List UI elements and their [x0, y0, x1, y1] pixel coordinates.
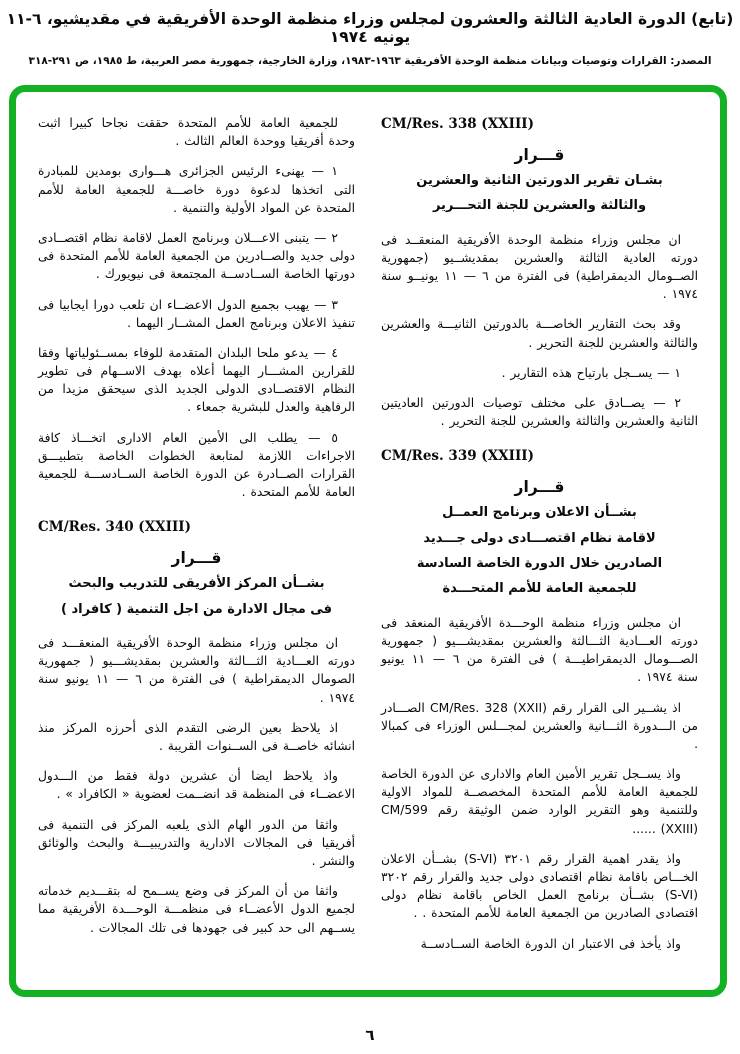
resolution-338-paragraph-2: وقد بحث التقارير الخاصـــة بالدورتين الثانيـــة والعشرين والثالثة والعشرين للجنة التحرير . — [381, 317, 698, 350]
resolution-340-reference: CM/Res. 340 (XXIII) — [38, 519, 191, 536]
resolution-339-subtitle-4: للجمعية العامة للأمم المتحـــدة — [442, 581, 637, 597]
resolution-338-paragraph-1: ان مجلس وزراء منظمة الوحدة الأفريقية المنعقــد فى دورته العادية الثالثة والعشرين بمقديشــيو (جمهورية الصــومال الديمقراطية) فى الفترة من ٦ — ١١ يونيــو سنة ١٩٧٤ . — [381, 232, 698, 302]
resolution-339-title: قـــرار — [514, 478, 565, 497]
resolution-339-item-1: ١ — يهنىء الرئيس الجزائرى هـــوارى بومدين للمبادرة التى اتخذها لدعوة دورة خاصـــة للجمعية العامة للأمم المتحدة عن المواد الأولية والتنمية . — [38, 164, 355, 215]
resolution-339-paragraph-3: واذ يســجل تقرير الأمين العام والادارى عن الدورة الخاصة للجمعية العامة للأمم المتحدة المخصصــة للمواد الاولية وللتنمية وهو التقرير الوارد ضمن الوثيقة رقم CM/599 (XXIII) ...... — [381, 767, 698, 836]
resolution-339-item-5: ٥ — يطلب الى الأمين العام الادارى اتخـــاذ كافة الاجراءات اللازمة لمتابعة الخطوات الخاصة بتطبيـــق القرارات الصــادرة عن الدورة الخاصة الســادســـة للجمعية العامة للأمم المتحدة . — [38, 430, 355, 500]
resolution-339-paragraph-5: واذ يأخذ فى الاعتبار ان الدورة الخاصة الســادســة — [420, 936, 681, 951]
resolution-339-paragraph-2: اذ يشــير الى القرار رقم CM/Res. 328 (XXII) الصـــادر من الـــدورة الثـــانية والعشرين لمجـــلس الوزراء فى كمبالا . — [381, 700, 698, 751]
header-source-line: المصدر: القرارات وتوصيات وبيانات منظمة الوحدة الأفريقية ١٩٦٣-١٩٨٣، وزارة الخارجية، جمهورية مصر العربية، ط ١٩٨٥، ص ٢٩١-٣١٨ — [28, 55, 712, 67]
resolution-340-paragraph-4: واثقا من الدور الهام الذى يلعبه المركز فى التنمية فى أفريقيا فى المجالات الادارية والتدريبيـــة والبحث والوثائق والنشر . — [38, 817, 355, 868]
green-content-frame — [9, 85, 727, 997]
resolution-338-item-2: ٢ — يصــادق على مختلف توصيات الدورتين العاديتين الثانية والعشرين والثالثة والعشرين للجنة التحرير . — [381, 396, 698, 429]
resolution-340-subtitle-1: بشــأن المركز الأفريقى للتدريب والبحث — [68, 576, 325, 592]
resolution-339-reference: CM/Res. 339 (XXIII) — [381, 448, 534, 465]
resolution-340-paragraph-3: واذ يلاحظ ايضا أن عشرين دولة فقط من الـــدول الاعضــاء فى المنظمة قد انضــمت لعضوية « الكافراد » . — [38, 769, 355, 802]
resolution-339-item-3: ٣ — يهيب بجميع الدول الاعضــاء ان تلعب دورا ايجابيا فى تنفيذ الاعلان وبرنامج العمل المشــار اليهما . — [38, 297, 355, 330]
resolution-339-item-4: ٤ — يدعو ملحا البلدان المتقدمة للوفاء بمســئولياتها وفقا للقرارين المشـــار اليهما أعلاه بهدف الاســهام فى تطوير النظام الاقتصــادى الدولى الجديد الذى سيحقق مزيدا من الرفاهية والعدل للبشرية جمعاء . — [38, 345, 355, 415]
resolution-340-subtitle-2: فى مجال الادارة من اجل التنمية ( كافراد ) — [61, 601, 332, 617]
header-session-title: (تابع) الدورة العادية الثالثة والعشرون لمجلس وزراء منظمة الوحدة الأفريقية في مقديشيو، ٦-١١ يونيه ١٩٧٤ — [6, 10, 734, 46]
page-header — [0, 10, 740, 67]
resolution-338-title: قـــرار — [514, 146, 565, 164]
resolution-339-subtitle-2: لاقامة نظام اقتصـــادى دولى جـــديد — [423, 530, 656, 546]
resolution-338-reference: CM/Res. 338 (XXIII) — [381, 116, 534, 132]
column-left — [38, 112, 355, 950]
two-column-layout — [16, 92, 720, 960]
resolution-340-paragraph-1: ان مجلس وزراء منظمة الوحدة الأفريقية المنعقـــد فى دورته العـــادية الثـــالثة والعشرين بمقديشـــيو ( جمهورية الصومال الديمقراطية ) فى الفترة من ٦ — ١١ يونيو سنة ١٩٧٤ . — [38, 636, 355, 705]
resolution-339-continuation-paragraph: للجمعية العامة للأمم المتحدة حققت نجاحا كبيرا اثبت وحدة أفريقيا ووحدة العالم الثالث . — [38, 116, 355, 149]
resolution-339-subtitle-1: بشــأن الاعلان وبرنامج العمــل — [442, 505, 637, 521]
page-number: ٦ — [365, 1026, 375, 1044]
resolution-339-paragraph-4: واذ يقدر اهمية القرار رقم ٣٢٠١ (S-VI) بشــأن الاعلان الخـــاص باقامة نظام اقتصادى دولى جديد والقرار رقم ٣٢٠٢ (S-VI) بشــأن برنامج العمل الخاص باقامة نظام دولى اقتصادى الصادرين من الجمعية العامة للأمم المتحدة . . — [381, 851, 698, 921]
resolution-340-paragraph-5: واثقا من أن المركز فى وضع يســمح له بتقـــديم خدماته لجميع الدول الأعضــاء فى منظمـــة الوحـــدة الأفريقية مما يســهم الى حد كبير فى جهودها فى تلك المجالات . — [38, 884, 355, 935]
resolution-338-subtitle-2: والثالثة والعشرين للجنة التحـــرير — [432, 198, 647, 214]
resolution-340-paragraph-2: اذ يلاحظ بعين الرضى التقدم الذى أحرزه المركز منذ انشائه خاصــة فى الســنوات القريبة . — [38, 720, 355, 753]
resolution-338-subtitle-1: بشـان تقرير الدورتين الثانية والعشرين — [416, 173, 663, 188]
resolution-340-title: قـــرار — [171, 549, 222, 568]
resolution-339-paragraph-1: ان مجلس وزراء منظمة الوحـــدة الأفريقية المنعقد فى دورته العـــادية الثـــالثة والعشرين بمقديشـــيو ( جمهورية الصـــومال الديمقراطيـــة ) فى الفترة من ٦ — ١١ يونيو سنة ١٩٧٤ . — [381, 615, 699, 685]
resolution-339-subtitle-3: الصادرين خلال الدورة الخاصة السادسة — [416, 556, 663, 572]
column-right — [381, 112, 698, 950]
resolution-338-item-1: ١ — يســجل بارتياح هذه التقارير . — [501, 365, 681, 380]
resolution-339-item-2: ٢ — يتبنى الاعـــلان وبرنامج العمل لاقامة نظام اقتصــادى دولى جديد والصــادرين من الجمعية العامة للأمم المتحدة فى دورتها الخاصة الســادســة المجتمعة فى نيويورك . — [38, 230, 355, 282]
